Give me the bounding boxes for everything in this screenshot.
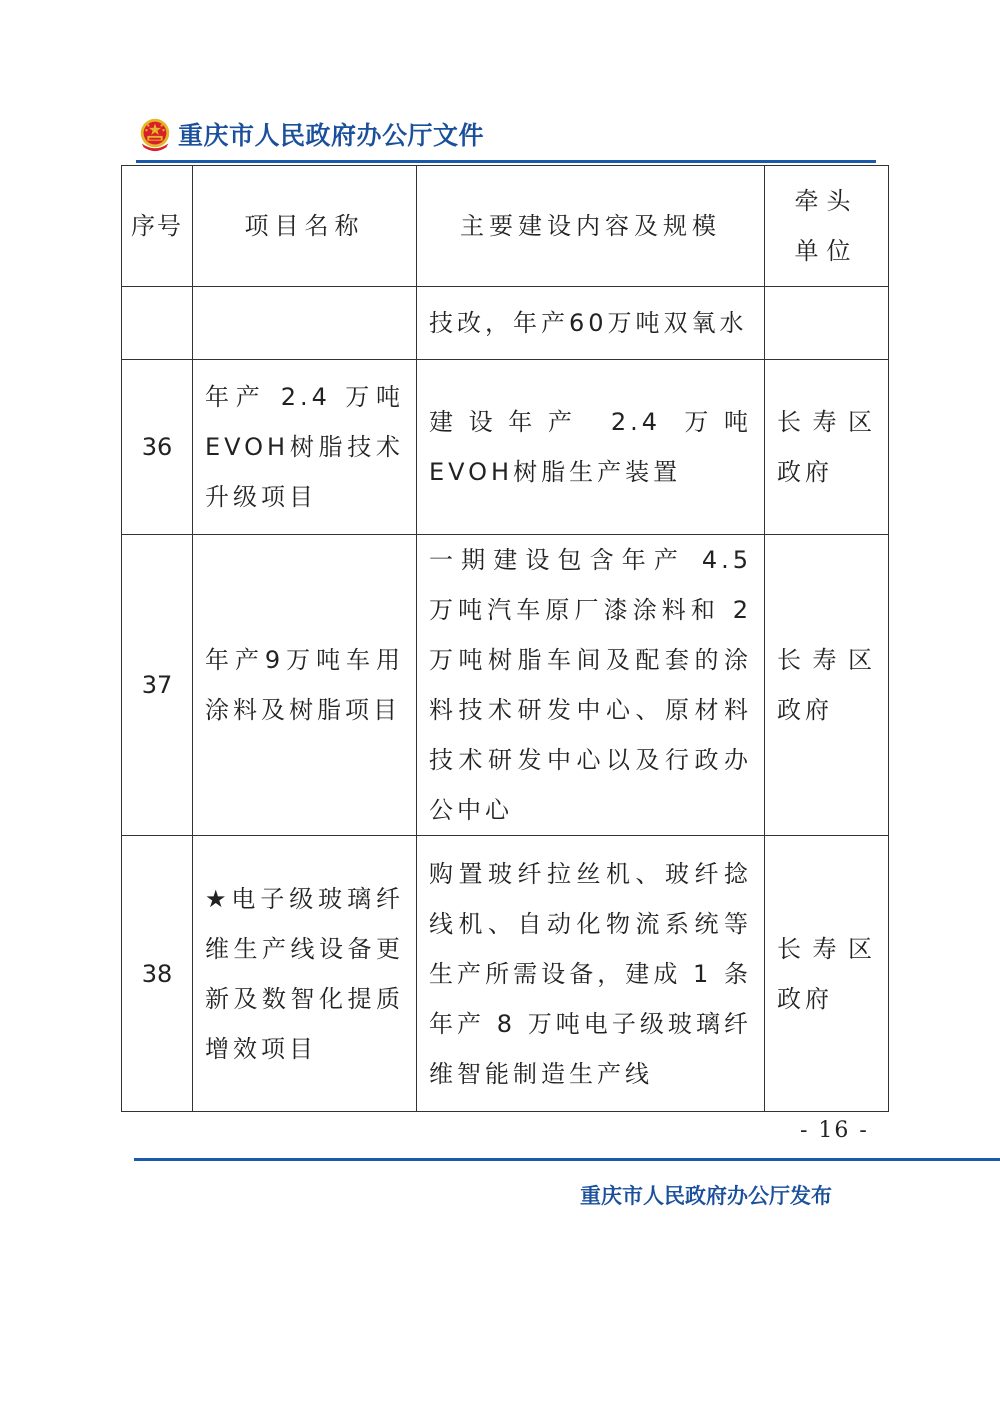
row-dept (765, 287, 889, 360)
header-no: 序号 (122, 166, 193, 287)
row-no: 36 (122, 360, 193, 535)
table-row (122, 836, 889, 1112)
table-row (122, 535, 889, 836)
row-dept: 长寿区政府 (765, 836, 889, 1112)
national-emblem-icon (136, 115, 174, 153)
row-name: 年产9万吨车用涂料及树脂项目 (193, 535, 417, 836)
row-dept: 长寿区政府 (765, 360, 889, 535)
row-no: 38 (122, 836, 193, 1112)
document-title: 重庆市人民政府办公厅文件 (178, 121, 485, 150)
document-header (136, 112, 484, 156)
table-row (122, 360, 889, 535)
footer-divider (134, 1158, 1000, 1161)
row-name: ★电子级玻璃纤维生产线设备更新及数智化提质增效项目 (193, 836, 417, 1112)
row-dept: 长寿区政府 (765, 535, 889, 836)
row-name: 年产 2.4 万吨 EVOH树脂技术升级项目 (193, 360, 417, 535)
row-name (193, 287, 417, 360)
header-dept: 牵头单位 (765, 166, 889, 287)
row-content: 一期建设包含年产 4.5 万吨汽车原厂漆涂料和 2 万吨树脂车间及配套的涂料技术研发中心、原材料技术研发中心以及行政办公中心 (417, 535, 765, 836)
header-name: 项目名称 (193, 166, 417, 287)
row-content: 技改，年产60万吨双氧水 (417, 287, 765, 360)
table-header-row (122, 166, 889, 287)
row-content: 建设年产 2.4 万吨 EVOH树脂生产装置 (417, 360, 765, 535)
row-content: 购置玻纤拉丝机、玻纤捻线机、自动化物流系统等生产所需设备，建成 1 条年产 8 万吨电子级玻璃纤维智能制造生产线 (417, 836, 765, 1112)
header-content: 主要建设内容及规模 (417, 166, 765, 287)
project-table (121, 165, 889, 1112)
row-no (122, 287, 193, 360)
header-divider (136, 160, 876, 163)
page-number: - 16 - (800, 1118, 869, 1143)
publisher-label: 重庆市人民政府办公厅发布 (580, 1183, 832, 1208)
table-row (122, 287, 889, 360)
row-no: 37 (122, 535, 193, 836)
